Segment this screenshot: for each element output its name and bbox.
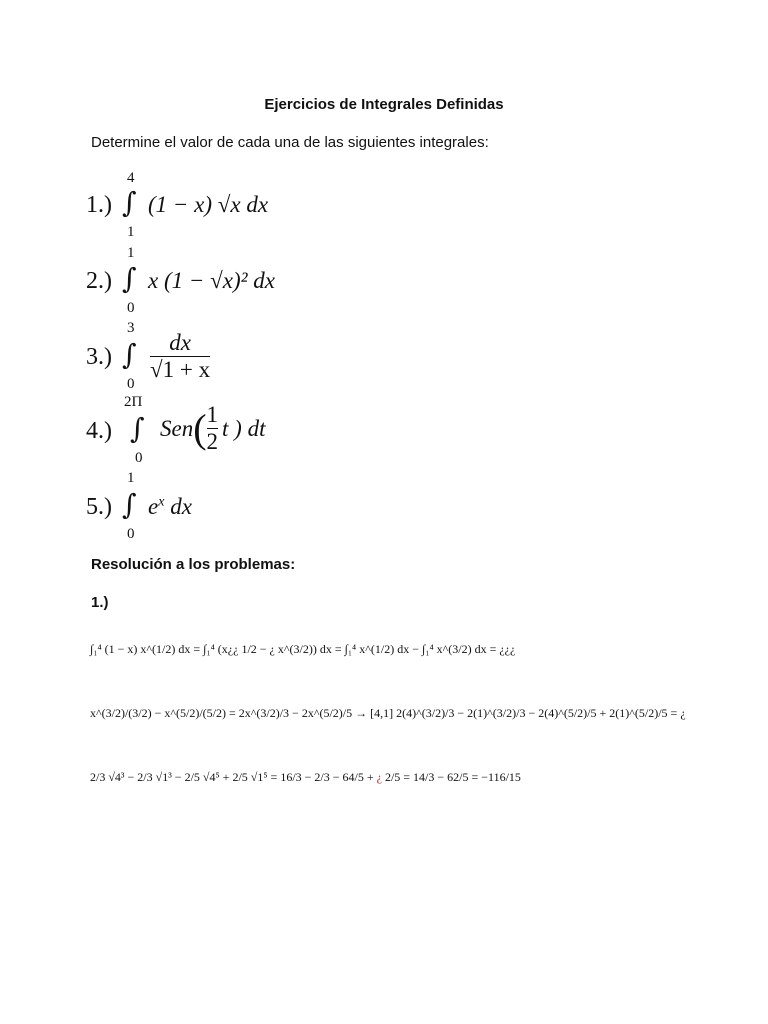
page-title: Ejercicios de Integrales Definidas [264,96,504,113]
resolution-line-3-b: 2/5 = 14/3 − 62/5 = −116/15 [384,770,521,784]
problem-2-expression: x (1 − √x)² dx [148,268,275,293]
open-paren-icon: ( [193,406,207,451]
problem-2-lower-limit: 0 [127,300,135,316]
problem-3-number: 3.) [86,344,112,370]
problem-3-upper-limit: 3 [127,320,135,336]
problem-3-denominator: √1 + x [150,357,211,382]
problem-3-numerator: dx [169,330,191,355]
problem-4-frac-num: 1 [206,402,219,427]
problem-4-tail: t ) dt [222,415,266,441]
problem-5-exponent: x [158,494,165,510]
problem-3-lower-limit: 0 [127,376,135,392]
problem-2-number: 2.) [86,268,112,294]
resolution-part-label: 1.) [91,594,109,611]
intro-text: Determine el valor de cada una de las siguientes integrales: [91,134,489,151]
problem-5-tail: dx [164,494,192,519]
problem-4-frac-den: 2 [206,429,219,454]
resolution-line-3-marker: ¿ [376,770,382,784]
problem-2-upper-limit: 1 [127,245,135,261]
integral-sign-icon: ∫ [122,488,137,521]
integral-sign-icon: ∫ [130,412,145,445]
integral-sign-icon: ∫ [122,338,137,371]
resolution-line-3-a: 2/3 √4³ − 2/3 √1³ − 2/5 √4⁵ + 2/5 √1⁵ = 16/3 − 2/3 − 64/5 + [90,770,374,784]
problem-3-fraction [150,330,210,383]
problem-4-expression [160,402,266,455]
problem-5-number: 5.) [86,494,112,520]
resolution-line-2: x^(3/2)/(3/2) − x^(5/2)/(5/2) = 2x^(3/2)/3 − 2x^(5/2)/5 → [4,1] 2(4)^(3/2)/3 − 2(1)^(3/2)/3 − 2(4)^(5/2)/5 + 2(1)^(5/2)/5 = ¿ [90,706,686,720]
problem-5-base: e [148,494,159,519]
resolution-line-1: ∫₁⁴ (1 − x) x^(1/2) dx = ∫₁⁴ (x¿¿ 1/2 − ¿ x^(3/2)) dx = ∫₁⁴ x^(1/2) dx − ∫₁⁴ x^(3/2) dx = ¿¿¿ [90,642,516,656]
problem-1-upper-limit: 4 [127,170,135,186]
integral-sign-icon: ∫ [122,262,137,295]
problem-4-number: 4.) [86,418,112,444]
problem-5-lower-limit: 0 [127,526,135,542]
problem-4-function: Sen [160,415,194,441]
problem-1-number: 1.) [86,192,112,218]
integral-sign-icon: ∫ [122,186,137,219]
problem-1-lower-limit: 1 [127,224,135,240]
problem-5-expression [148,494,192,520]
resolution-heading: Resolución a los problemas: [91,556,296,573]
resolution-line-3 [90,770,521,785]
problem-5-upper-limit: 1 [127,470,135,486]
problem-1-expression: (1 − x) √x dx [148,192,269,217]
problem-4-lower-limit: 0 [135,450,143,466]
problem-4-upper-limit: 2Π [124,394,143,410]
